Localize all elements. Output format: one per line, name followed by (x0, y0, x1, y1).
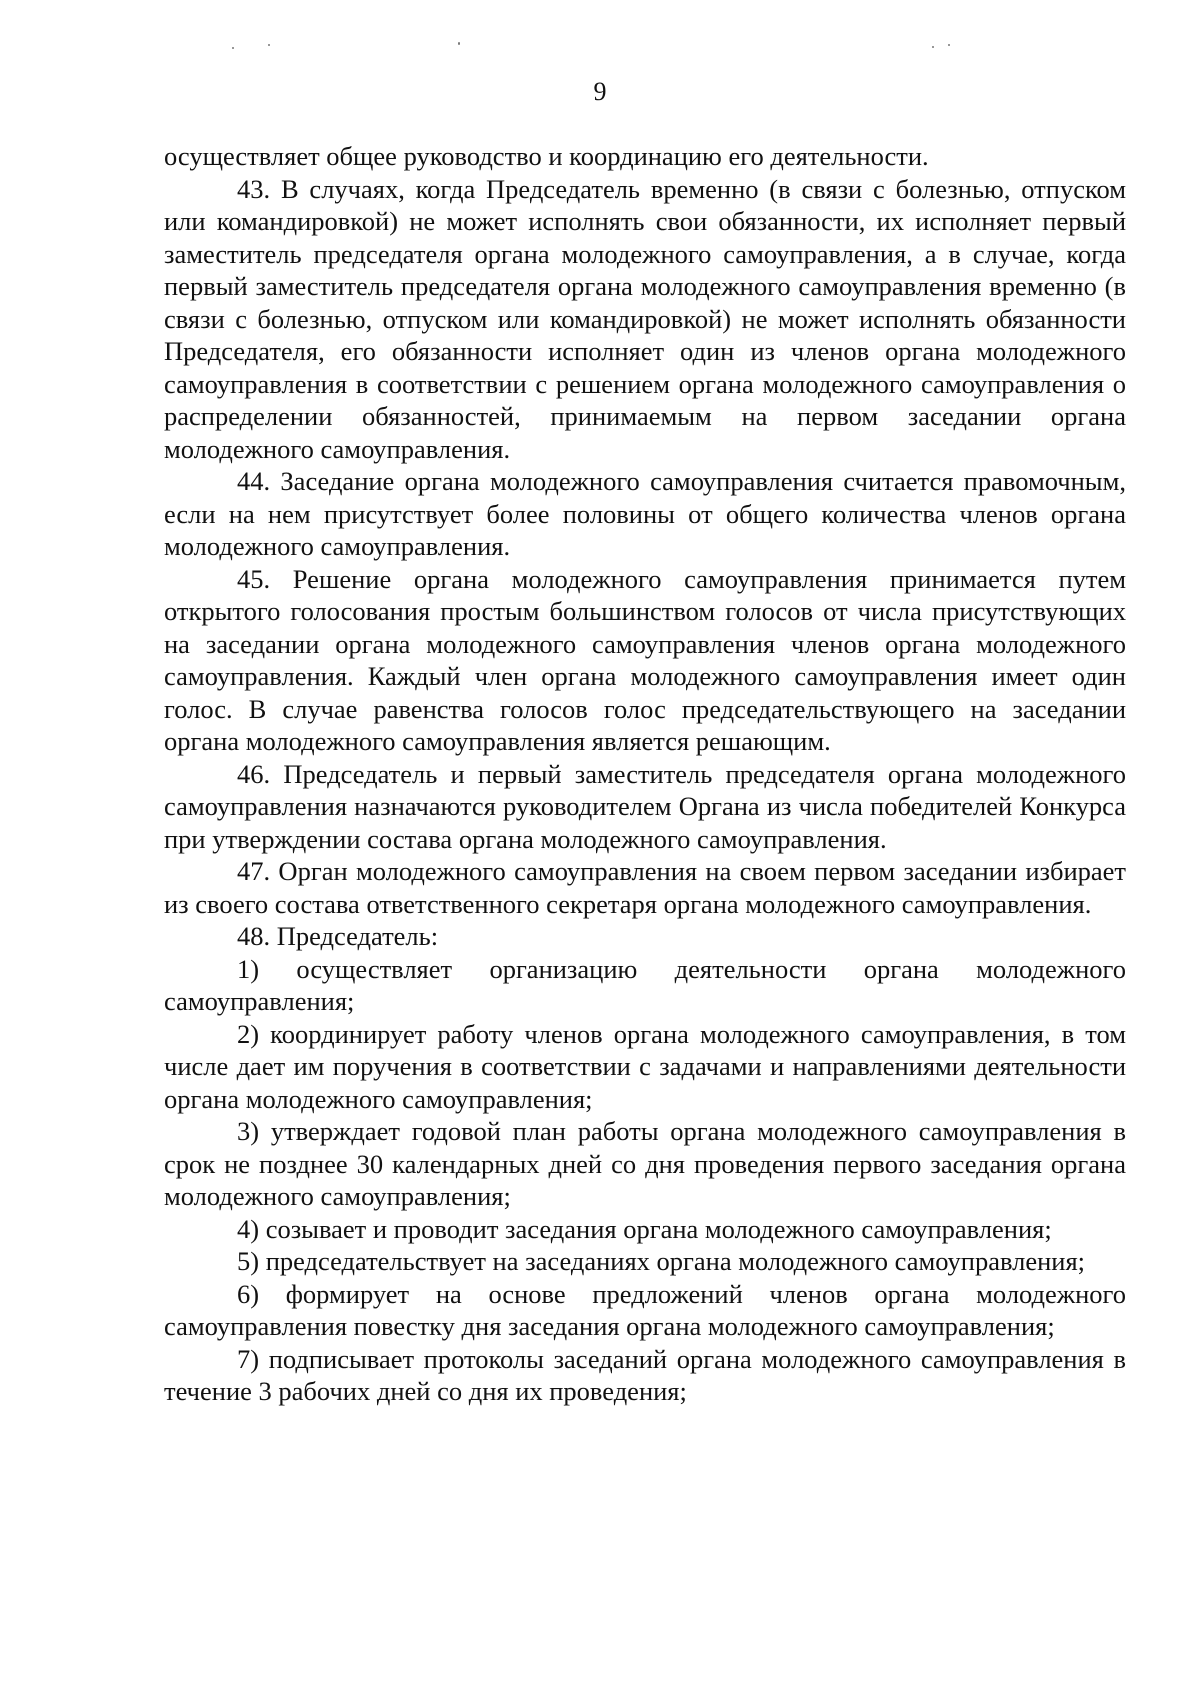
scan-speck (458, 42, 460, 45)
scan-speck (232, 47, 234, 49)
list-item-3: 3) утверждает годовой план работы органа молодежного самоуправления в срок не позднее 30 календарных дней со дня проведения первого заседания органа молодежного самоуправления; (164, 1116, 1126, 1211)
paragraph-47: 47. Орган молодежного самоуправления на своем первом заседании избирает из своего состава ответственного секретаря органа молодежного самоуправления. (164, 856, 1126, 919)
scan-speck (268, 44, 270, 46)
document-body (164, 140, 1126, 1408)
page-number: 9 (593, 77, 607, 106)
paragraph-48: 48. Председатель: (237, 921, 439, 951)
paragraph-continuation: осуществляет общее руководство и координацию его деятельности. (164, 141, 929, 171)
list-item-5: 5) председательствует на заседаниях органа молодежного самоуправления; (237, 1246, 1086, 1276)
list-item-6: 6) формирует на основе предложений членов органа молодежного самоуправления повестку дня заседания органа молодежного самоуправления; (164, 1278, 1126, 1341)
list-item-7: 7) подписывает протоколы заседаний органа молодежного самоуправления в течение 3 рабочих дней со дня их проведения; (164, 1343, 1126, 1406)
paragraph-45: 45. Решение органа молодежного самоуправления принимается путем открытого голосования простым большинством голосов от числа присутствующих на заседании органа молодежного самоуправления членов органа молодежного самоуправления. Каждый член органа молодежного самоуправления имеет один голос. В случае равенства голосов голос председательствующего на заседании органа молодежного самоуправления является решающим. (164, 563, 1126, 756)
list-item-2: 2) координирует работу членов органа молодежного самоуправления, в том числе дает им поручения в соответствии с задачами и направлениями деятельности органа молодежного самоуправления; (164, 1018, 1126, 1114)
list-item-1: 1) осуществляет организацию деятельности органа молодежного самоуправления; (164, 953, 1126, 1016)
paragraph-43: 43. В случаях, когда Председатель временно (в связи с болезнью, отпуском или командировкой) не может исполнять свои обязанности, их исполняет первый заместитель председателя органа молодежного самоуправления, а в случае, когда первый заместитель председателя органа молодежного самоуправления временно (в связи с болезнью, отпуском или командировкой) не может исполнять обязанности Председателя, его обязанности исполняет один из членов органа молодежного самоуправления в соответствии с решением органа молодежного самоуправления о распределении обязанностей, принимаемым на первом заседании органа молодежного самоуправления. (164, 173, 1126, 464)
list-item-4: 4) созывает и проводит заседания органа молодежного самоуправления; (237, 1213, 1052, 1244)
paragraph-46: 46. Председатель и первый заместитель председателя органа молодежного самоуправления назначаются руководителем Органа из числа победителей Конкурса при утверждении состава органа молодежного самоуправления. (164, 758, 1126, 854)
scan-speck (932, 46, 934, 48)
paragraph-44: 44. Заседание органа молодежного самоуправления считается правомочным, если на нем присутствует более половины от общего количества членов органа молодежного самоуправления. (164, 466, 1126, 561)
scan-speck (948, 44, 950, 46)
